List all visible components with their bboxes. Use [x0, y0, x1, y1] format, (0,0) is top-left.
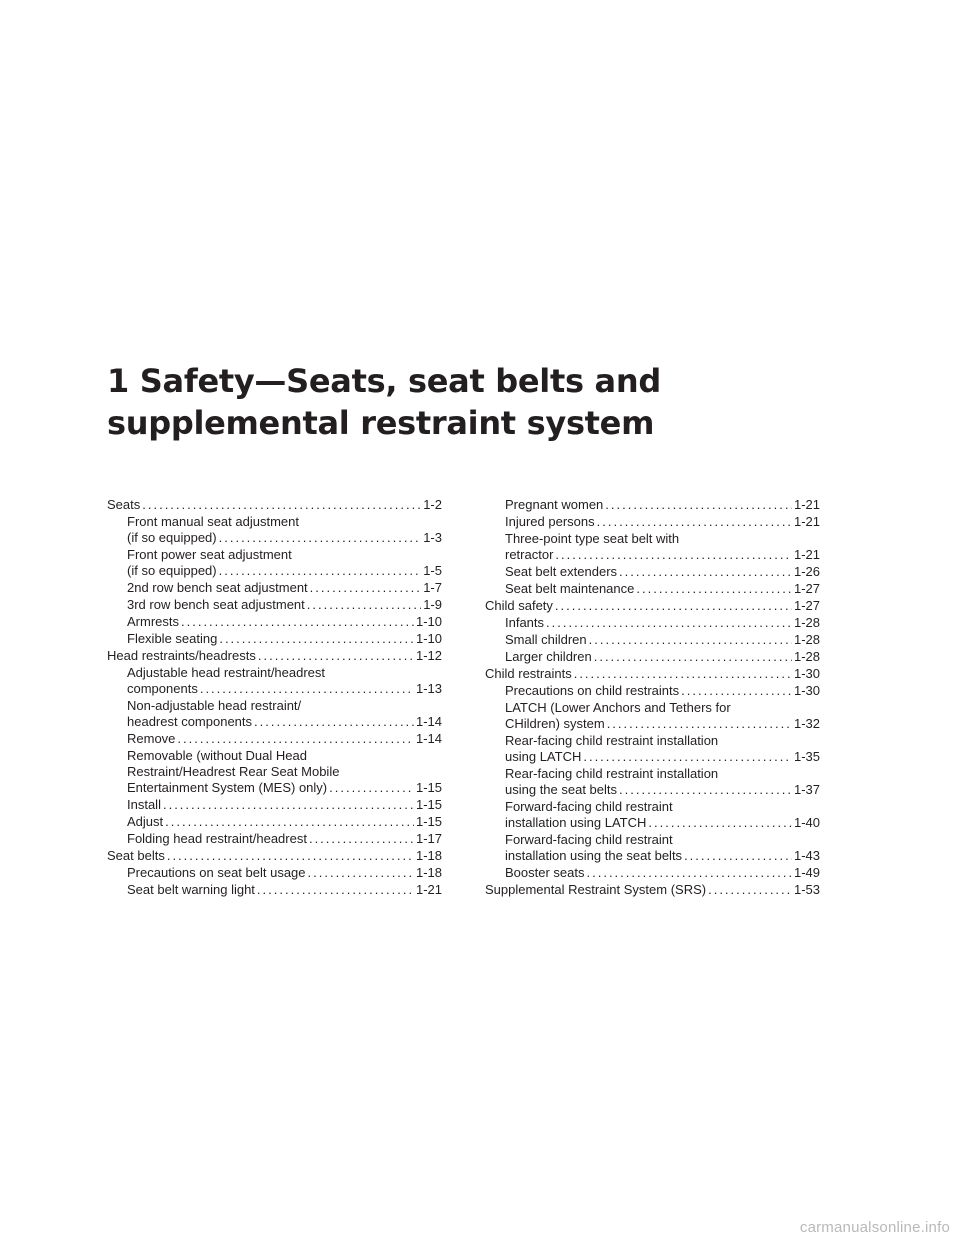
toc-subsection-entry[interactable] [485, 497, 820, 513]
toc-page-number: 1-35 [793, 749, 820, 764]
toc-entry-title: Seat belts [107, 848, 165, 863]
toc-page-number: 1-21 [415, 882, 442, 897]
toc-entry-line [127, 580, 442, 596]
dot-leader [607, 716, 792, 732]
toc-subsection-entry[interactable] [485, 799, 820, 831]
toc-entry-title-line: Rear-facing child restraint installation [505, 733, 719, 748]
dot-leader [308, 865, 414, 881]
toc-subsection-entry[interactable] [107, 748, 442, 796]
toc-section-entry[interactable] [485, 598, 820, 614]
toc-subsection-entry[interactable] [107, 580, 442, 596]
toc-page-number: 1-40 [793, 815, 820, 830]
toc-page-number: 1-15 [415, 797, 442, 812]
toc-entry-title: Remove [127, 731, 176, 746]
toc-entry-line [505, 632, 820, 648]
toc-subsection-entry[interactable] [485, 632, 820, 648]
dot-leader [254, 714, 414, 730]
toc-entry-title: components [127, 681, 198, 696]
toc-page-number: 1-49 [793, 865, 820, 880]
toc-entry-line [127, 714, 442, 730]
toc-entry-title: Child safety [485, 598, 553, 613]
toc-page-number: 1-13 [415, 681, 442, 696]
toc-page-number: 1-28 [793, 649, 820, 664]
toc-entry-line [505, 564, 820, 580]
dot-leader [619, 564, 792, 580]
toc-entry-line [485, 666, 820, 682]
toc-section-entry[interactable] [485, 882, 820, 898]
toc-entry-line [127, 563, 442, 579]
toc-entry-line [127, 780, 442, 796]
toc-entry-title: retractor [505, 547, 554, 562]
dot-leader [597, 514, 792, 530]
dot-leader [589, 632, 792, 648]
chapter-title-line-2: supplemental restraint system [107, 404, 655, 442]
toc-page-number: 1-10 [415, 614, 442, 629]
toc-page-number: 1-18 [415, 848, 442, 863]
toc-entry-title: installation using the seat belts [505, 848, 683, 863]
toc-entry-title: Folding head restraint/headrest [127, 831, 307, 846]
toc-page-number: 1-2 [423, 497, 442, 512]
toc-subsection-entry[interactable] [107, 514, 442, 546]
toc-page-number: 1-10 [415, 631, 442, 646]
toc-subsection-entry[interactable] [107, 614, 442, 630]
dot-leader [165, 814, 414, 830]
toc-page-number: 1-43 [793, 848, 820, 863]
toc-entry-line [127, 831, 442, 847]
toc-entry-line [485, 598, 820, 614]
toc-page-number: 1-7 [423, 580, 442, 595]
toc-left-column [107, 497, 442, 898]
dot-leader [329, 780, 414, 796]
toc-entry-title: Adjust [127, 814, 164, 829]
toc-entry-title-line: Rear-facing child restraint installation [505, 766, 719, 781]
dot-leader [681, 683, 792, 699]
toc-entry-line [127, 597, 442, 613]
toc-page-number: 1-9 [423, 597, 442, 612]
toc-entry-title: installation using LATCH [505, 815, 647, 830]
toc-page-number: 1-14 [415, 731, 442, 746]
toc-entry-line [505, 749, 820, 765]
toc-entry-title: Install [127, 797, 161, 812]
toc-subsection-entry[interactable] [107, 665, 442, 697]
toc-entry-line [505, 497, 820, 513]
toc-page-number: 1-37 [793, 782, 820, 797]
toc-entry-title: 3rd row bench seat adjustment [127, 597, 305, 612]
toc-entry-line [127, 530, 442, 546]
dot-leader [200, 681, 414, 697]
toc-entry-title: CHildren) system [505, 716, 605, 731]
toc-subsection-entry[interactable] [485, 564, 820, 580]
toc-subsection-entry[interactable] [485, 700, 820, 732]
dot-leader [309, 831, 414, 847]
toc-entry-line [107, 648, 442, 664]
toc-page-number: 1-3 [423, 530, 442, 545]
toc-subsection-entry[interactable] [485, 531, 820, 563]
toc-entry-line [127, 797, 442, 813]
chapter-title [107, 360, 867, 444]
toc-entry-line [127, 631, 442, 647]
toc-entry-line [505, 716, 820, 732]
toc-page-number: 1-12 [415, 648, 442, 663]
dot-leader [619, 782, 792, 798]
toc-section-entry[interactable] [485, 666, 820, 682]
toc-entry-line [127, 614, 442, 630]
toc-page-number: 1-53 [793, 882, 820, 897]
toc-page-number: 1-18 [415, 865, 442, 880]
toc-subsection-entry[interactable] [107, 831, 442, 847]
dot-leader [167, 848, 414, 864]
toc-entry-title: Infants [505, 615, 545, 630]
toc-section-entry[interactable] [107, 648, 442, 664]
dot-leader [219, 530, 422, 546]
dot-leader [648, 815, 792, 831]
toc-subsection-entry[interactable] [107, 631, 442, 647]
toc-entry-title: using the seat belts [505, 782, 618, 797]
toc-page-number: 1-14 [415, 714, 442, 729]
dot-leader [181, 614, 414, 630]
toc-entry-line [127, 681, 442, 697]
toc-entry-line [505, 547, 820, 563]
toc-subsection-entry[interactable] [485, 581, 820, 597]
toc-entry-title: Seat belt maintenance [505, 581, 635, 596]
dot-leader [258, 648, 414, 664]
toc-entry-title: Injured persons [505, 514, 595, 529]
toc-entry-title: 2nd row bench seat adjustment [127, 580, 308, 595]
toc-page-number: 1-28 [793, 632, 820, 647]
toc-page-number: 1-27 [793, 581, 820, 596]
toc-page-number: 1-5 [423, 563, 442, 578]
toc-entry-title: Pregnant women [505, 497, 604, 512]
toc-entry-title: Small children [505, 632, 587, 647]
toc-entry-line [505, 782, 820, 798]
dot-leader [546, 615, 792, 631]
toc-subsection-entry[interactable] [107, 731, 442, 747]
toc-entry-line [505, 815, 820, 831]
toc-entry-line [505, 649, 820, 665]
toc-page-number: 1-17 [415, 831, 442, 846]
dot-leader [587, 865, 792, 881]
dot-leader [555, 547, 792, 563]
toc-entry-line [485, 882, 820, 898]
toc-entry-line [107, 848, 442, 864]
toc-entry-line [505, 615, 820, 631]
toc-entry-title: Larger children [505, 649, 592, 664]
toc-entry-line [127, 865, 442, 881]
toc-entry-line [505, 865, 820, 881]
toc-page-number: 1-27 [793, 598, 820, 613]
toc-entry-line [505, 581, 820, 597]
toc-page-number: 1-26 [793, 564, 820, 579]
dot-leader [636, 581, 792, 597]
toc-entry-title: Precautions on child restraints [505, 683, 680, 698]
toc-subsection-entry[interactable] [107, 814, 442, 830]
dot-leader [257, 882, 414, 898]
toc-entry-line [127, 814, 442, 830]
dot-leader [594, 649, 792, 665]
toc-page-number: 1-21 [793, 547, 820, 562]
toc-entry-title: headrest components [127, 714, 253, 729]
toc-entry-title: Head restraints/headrests [107, 648, 256, 663]
toc-page-number: 1-21 [793, 514, 820, 529]
toc-entry-title-line: Non-adjustable head restraint/ [127, 698, 302, 713]
toc-entry-title-line: Adjustable head restraint/headrest [127, 665, 326, 680]
dot-leader [163, 797, 414, 813]
dot-leader [684, 848, 792, 864]
toc-subsection-entry[interactable] [485, 649, 820, 665]
toc-subsection-entry[interactable] [485, 615, 820, 631]
toc-entry-title: (if so equipped) [127, 563, 217, 578]
toc-entry-title-line: Forward-facing child restraint [505, 832, 673, 847]
toc-subsection-entry[interactable] [485, 733, 820, 765]
toc-page-number: 1-21 [793, 497, 820, 512]
toc-entry-title-line: LATCH (Lower Anchors and Tethers for [505, 700, 731, 715]
toc-entry-title: Flexible seating [127, 631, 218, 646]
toc-page-number: 1-32 [793, 716, 820, 731]
toc-right-column [485, 497, 820, 898]
toc-subsection-entry[interactable] [485, 865, 820, 881]
toc-entry-title: using LATCH [505, 749, 582, 764]
dot-leader [307, 597, 421, 613]
toc-subsection-entry[interactable] [107, 597, 442, 613]
dot-leader [177, 731, 414, 747]
toc-entry-title: Seats [107, 497, 141, 512]
toc-entry-title: Seat belt extenders [505, 564, 618, 579]
toc-subsection-entry[interactable] [107, 547, 442, 579]
toc-subsection-entry[interactable] [107, 797, 442, 813]
toc-subsection-entry[interactable] [107, 698, 442, 730]
dot-leader [142, 497, 421, 513]
toc-page-number: 1-15 [415, 780, 442, 795]
toc-entry-title: (if so equipped) [127, 530, 217, 545]
toc-page-number: 1-15 [415, 814, 442, 829]
dot-leader [219, 631, 414, 647]
toc-subsection-entry[interactable] [485, 683, 820, 699]
toc-entry-title-line: Three-point type seat belt with [505, 531, 680, 546]
toc-entry-line [505, 514, 820, 530]
toc-entry-line [127, 882, 442, 898]
toc-entry-title-line: Restraint/Headrest Rear Seat Mobile [127, 764, 340, 779]
toc-page-number: 1-30 [793, 666, 820, 681]
toc-entry-title: Armrests [127, 614, 179, 629]
toc-entry-title: Precautions on seat belt usage [127, 865, 306, 880]
toc-entry-title-line: Removable (without Dual Head [127, 748, 307, 763]
toc-subsection-entry[interactable] [485, 832, 820, 864]
toc-section-entry[interactable] [107, 848, 442, 864]
toc-entry-title: Seat belt warning light [127, 882, 255, 897]
watermark-text: carmanualsonline.info [799, 1219, 950, 1236]
toc-subsection-entry[interactable] [107, 865, 442, 881]
toc-entry-line [107, 497, 442, 513]
toc-page-number: 1-30 [793, 683, 820, 698]
toc-entry-line [505, 683, 820, 699]
toc-entry-line [127, 731, 442, 747]
toc-page-number: 1-28 [793, 615, 820, 630]
dot-leader [574, 666, 792, 682]
toc-section-entry[interactable] [107, 497, 442, 513]
dot-leader [219, 563, 422, 579]
dot-leader [310, 580, 422, 596]
toc-subsection-entry[interactable] [485, 766, 820, 798]
toc-entry-title: Supplemental Restraint System (SRS) [485, 882, 707, 897]
toc-entry-title: Child restraints [485, 666, 572, 681]
toc-entry-title: Booster seats [505, 865, 585, 880]
chapter-title-line-1: 1 Safety—Seats, seat belts and [107, 362, 661, 400]
toc-entry-title: Entertainment System (MES) only) [127, 780, 328, 795]
toc-subsection-entry[interactable] [107, 882, 442, 898]
toc-entry-title-line: Forward-facing child restraint [505, 799, 673, 814]
toc-entry-title-line: Front manual seat adjustment [127, 514, 299, 529]
toc-subsection-entry[interactable] [485, 514, 820, 530]
dot-leader [583, 749, 792, 765]
dot-leader [708, 882, 792, 898]
dot-leader [605, 497, 792, 513]
dot-leader [555, 598, 792, 614]
toc-entry-title-line: Front power seat adjustment [127, 547, 292, 562]
toc-entry-line [505, 848, 820, 864]
